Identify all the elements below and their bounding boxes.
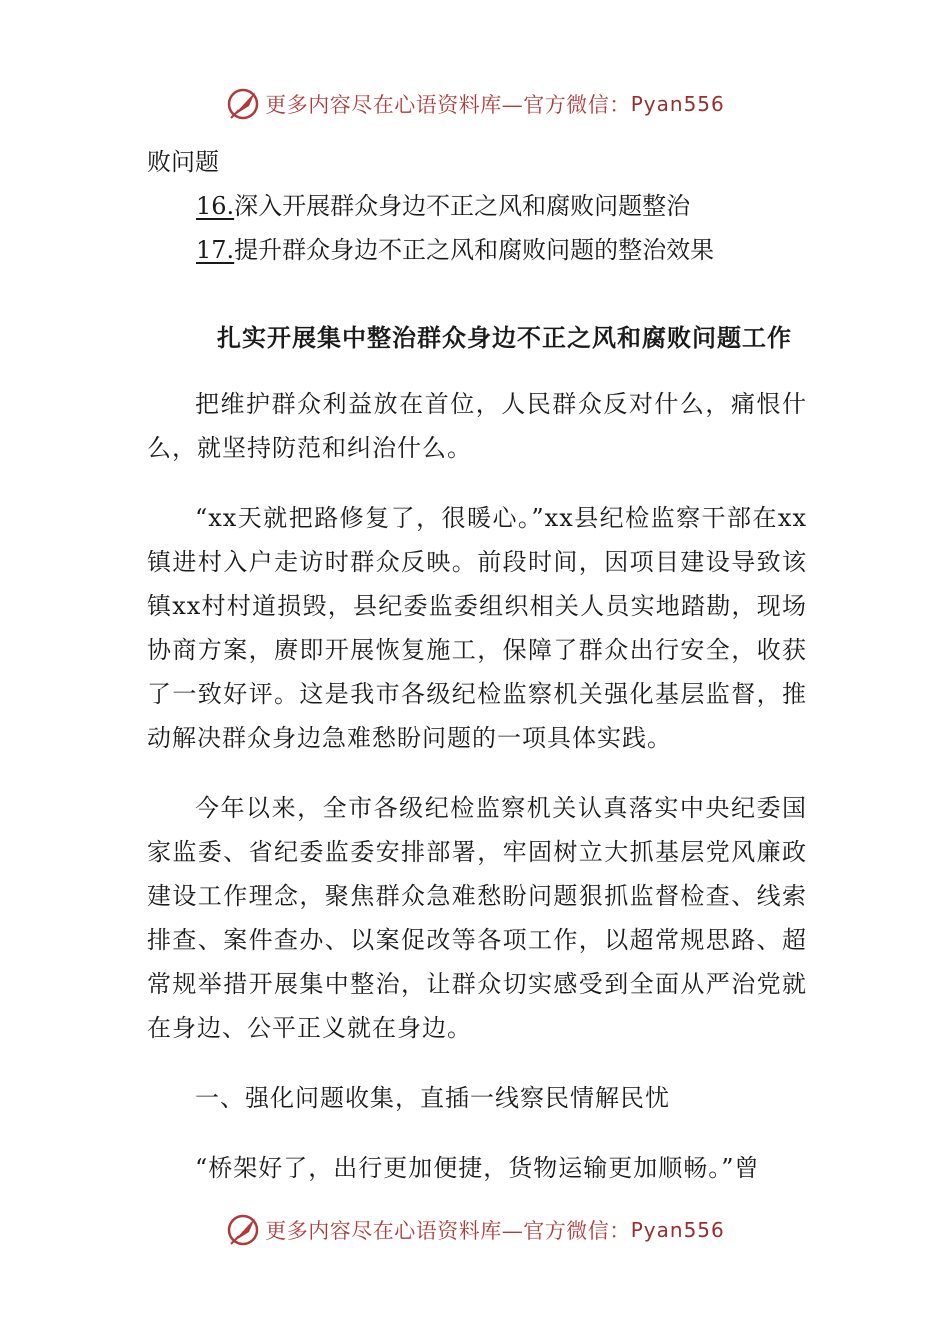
watermark-text: 更多内容尽在心语资料库—官方微信： (265, 93, 631, 117)
list-number: 16. (196, 192, 235, 220)
list-item (147, 184, 807, 228)
list-text: 深入开展群众身边不正之风和腐败问题整治 (234, 192, 691, 220)
section-heading: 扎实开展集中整治群众身边不正之风和腐败问题工作 (217, 324, 792, 352)
header-watermark (0, 84, 950, 124)
continuation-text: 败问题 (147, 148, 219, 176)
document-body (147, 140, 807, 1190)
quill-logo-icon (225, 86, 261, 122)
paragraph: 把维护群众利益放在首位，人民群众反对什么，痛恨什么，就坚持防范和纠治什么。 (147, 390, 807, 462)
watermark-account: Pyan556 (630, 92, 725, 116)
list-text: 提升群众身边不正之风和腐败问题的整治效果 (234, 236, 715, 264)
list-item (147, 228, 807, 272)
watermark-text: 更多内容尽在心语资料库—官方微信： (265, 1219, 631, 1243)
paragraph: “xx天就把路修复了，很暖心。”xx县纪检监察干部在xx镇进村入户走访时群众反映。前段时间，因项目建设导致该镇xx村村道损毁，县纪委监委组织相关人员实地踏勘，现场协商方案，赓即开展恢复施工，保障了群众出行安全，收获了一致好评。这是我市各级纪检监察机关强化基层监督，推动解决群众身边急难愁盼问题的一项具体实践。 (147, 504, 807, 752)
paragraph: “桥架好了，出行更加便捷，货物运输更加顺畅。”曾 (195, 1154, 760, 1182)
watermark-account: Pyan556 (630, 1218, 725, 1242)
footer-watermark (0, 1210, 950, 1250)
paragraph: 今年以来，全市各级纪检监察机关认真落实中央纪委国家监委、省纪委监委安排部署，牢固树立大抓基层党风廉政建设工作理念，聚焦群众急难愁盼问题狠抓监督检查、线索排查、案件查办、以案促改等各项工作，以超常规思路、超常规举措开展集中整治，让群众切实感受到全面从严治党就在身边、公平正义就在身边。 (147, 794, 807, 1042)
quill-logo-icon (225, 1212, 261, 1248)
list-number: 17. (196, 236, 235, 264)
subsection-heading: 一、强化问题收集，直插一线察民情解民忧 (195, 1084, 670, 1112)
